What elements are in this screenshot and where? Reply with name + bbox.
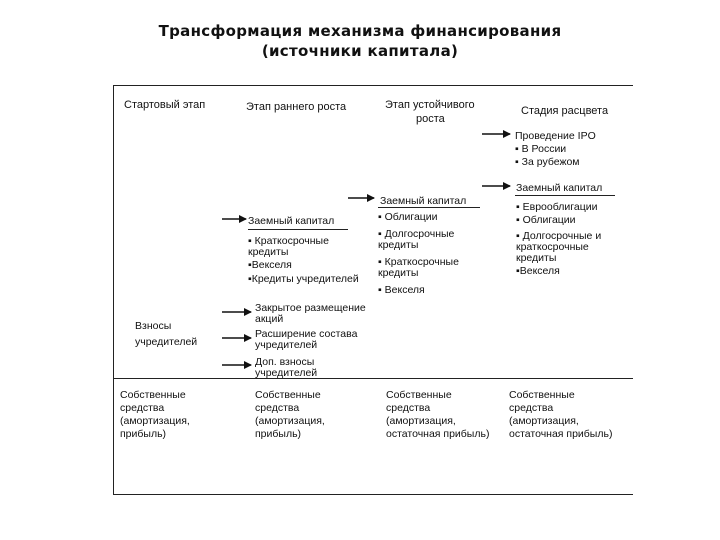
own-funds-start-line2: средства xyxy=(120,402,165,414)
stage-bloom-header: Стадия расцвета xyxy=(521,105,609,117)
own-funds-start-line3: (амортизация, xyxy=(120,415,190,427)
own-funds-stable-line2: средства xyxy=(386,402,431,414)
ipo-item-abroad: ▪ За рубежом xyxy=(515,156,580,168)
own-funds-bloom-line4: остаточная прибыль) xyxy=(509,428,613,440)
own-funds-bloom-line1: Собственные xyxy=(509,389,575,401)
own-funds-early-line4: прибыль) xyxy=(255,428,302,440)
ipo-heading: Проведение IPO xyxy=(515,130,596,142)
equity-expand-founders-line2: учредителей xyxy=(255,339,318,351)
own-funds-early-line3: (амортизация, xyxy=(255,415,325,427)
own-funds-start-line1: Собственные xyxy=(120,389,186,401)
equity-additional-contrib-line1: Доп. взносы xyxy=(255,356,315,368)
stable-debt-shortterm-line2: кредиты xyxy=(378,267,419,279)
bloom-debt-loans-line3: кредиты xyxy=(516,252,557,264)
own-funds-bloom-line2: средства xyxy=(509,402,554,414)
diagram-title-line2: (источники капитала) xyxy=(261,42,459,60)
own-funds-early-line2: средства xyxy=(255,402,300,414)
equity-private-placement-line2: акций xyxy=(255,313,284,325)
own-funds-bloom-line3: (амортизация, xyxy=(509,415,579,427)
bloom-debt-bonds: ▪ Облигации xyxy=(516,214,576,226)
own-funds-stable-line4: остаточная прибыль) xyxy=(386,428,490,440)
stable-debt-bills: ▪ Векселя xyxy=(378,284,425,296)
own-funds-start-line4: прибыль) xyxy=(120,428,167,440)
bloom-debt-bills: ▪Векселя xyxy=(516,265,560,277)
stage-stable-header-line2: роста xyxy=(416,113,445,125)
stable-debt-longterm-line2: кредиты xyxy=(378,239,419,251)
early-debt-founder-loans: ▪Кредиты учредителей xyxy=(248,273,359,285)
early-debt-bills: ▪Векселя xyxy=(248,259,292,271)
early-debt-shortterm-line2: кредиты xyxy=(248,246,289,258)
contributions-line2: учредителей xyxy=(135,336,198,348)
equity-private-placement-line1: Закрытое размещение xyxy=(255,302,366,314)
equity-additional-contrib-line2: учредителей xyxy=(255,367,318,379)
contributions-line1: Взносы xyxy=(135,320,172,332)
diagram-title-line1: Трансформация механизма финансирования xyxy=(158,22,562,40)
stage-start-header: Стартовый этап xyxy=(124,99,206,111)
stable-debt-longterm-line1: ▪ Долгосрочные xyxy=(378,228,455,240)
stage-early-header: Этап раннего роста xyxy=(246,101,347,113)
stable-debt-shortterm-line1: ▪ Краткосрочные xyxy=(378,256,459,268)
bloom-debt-heading: Заемный капитал xyxy=(516,182,603,194)
bloom-debt-eurobonds: ▪ Еврооблигации xyxy=(516,201,598,213)
own-funds-stable-line3: (амортизация, xyxy=(386,415,456,427)
own-funds-stable-line1: Собственные xyxy=(386,389,452,401)
early-debt-shortterm-line1: ▪ Краткосрочные xyxy=(248,235,329,247)
ipo-item-russia: ▪ В России xyxy=(515,143,567,155)
stage-stable-header-line1: Этап устойчивого xyxy=(385,99,475,111)
own-funds-early-line1: Собственные xyxy=(255,389,321,401)
stable-debt-heading: Заемный капитал xyxy=(380,195,467,207)
equity-expand-founders-line1: Расширение состава xyxy=(255,328,358,340)
stable-debt-bonds: ▪ Облигации xyxy=(378,211,438,223)
early-debt-heading: Заемный капитал xyxy=(248,215,335,227)
bloom-debt-loans-line1: ▪ Долгосрочные и xyxy=(516,230,602,242)
bloom-debt-loans-line2: краткосрочные xyxy=(516,241,589,253)
